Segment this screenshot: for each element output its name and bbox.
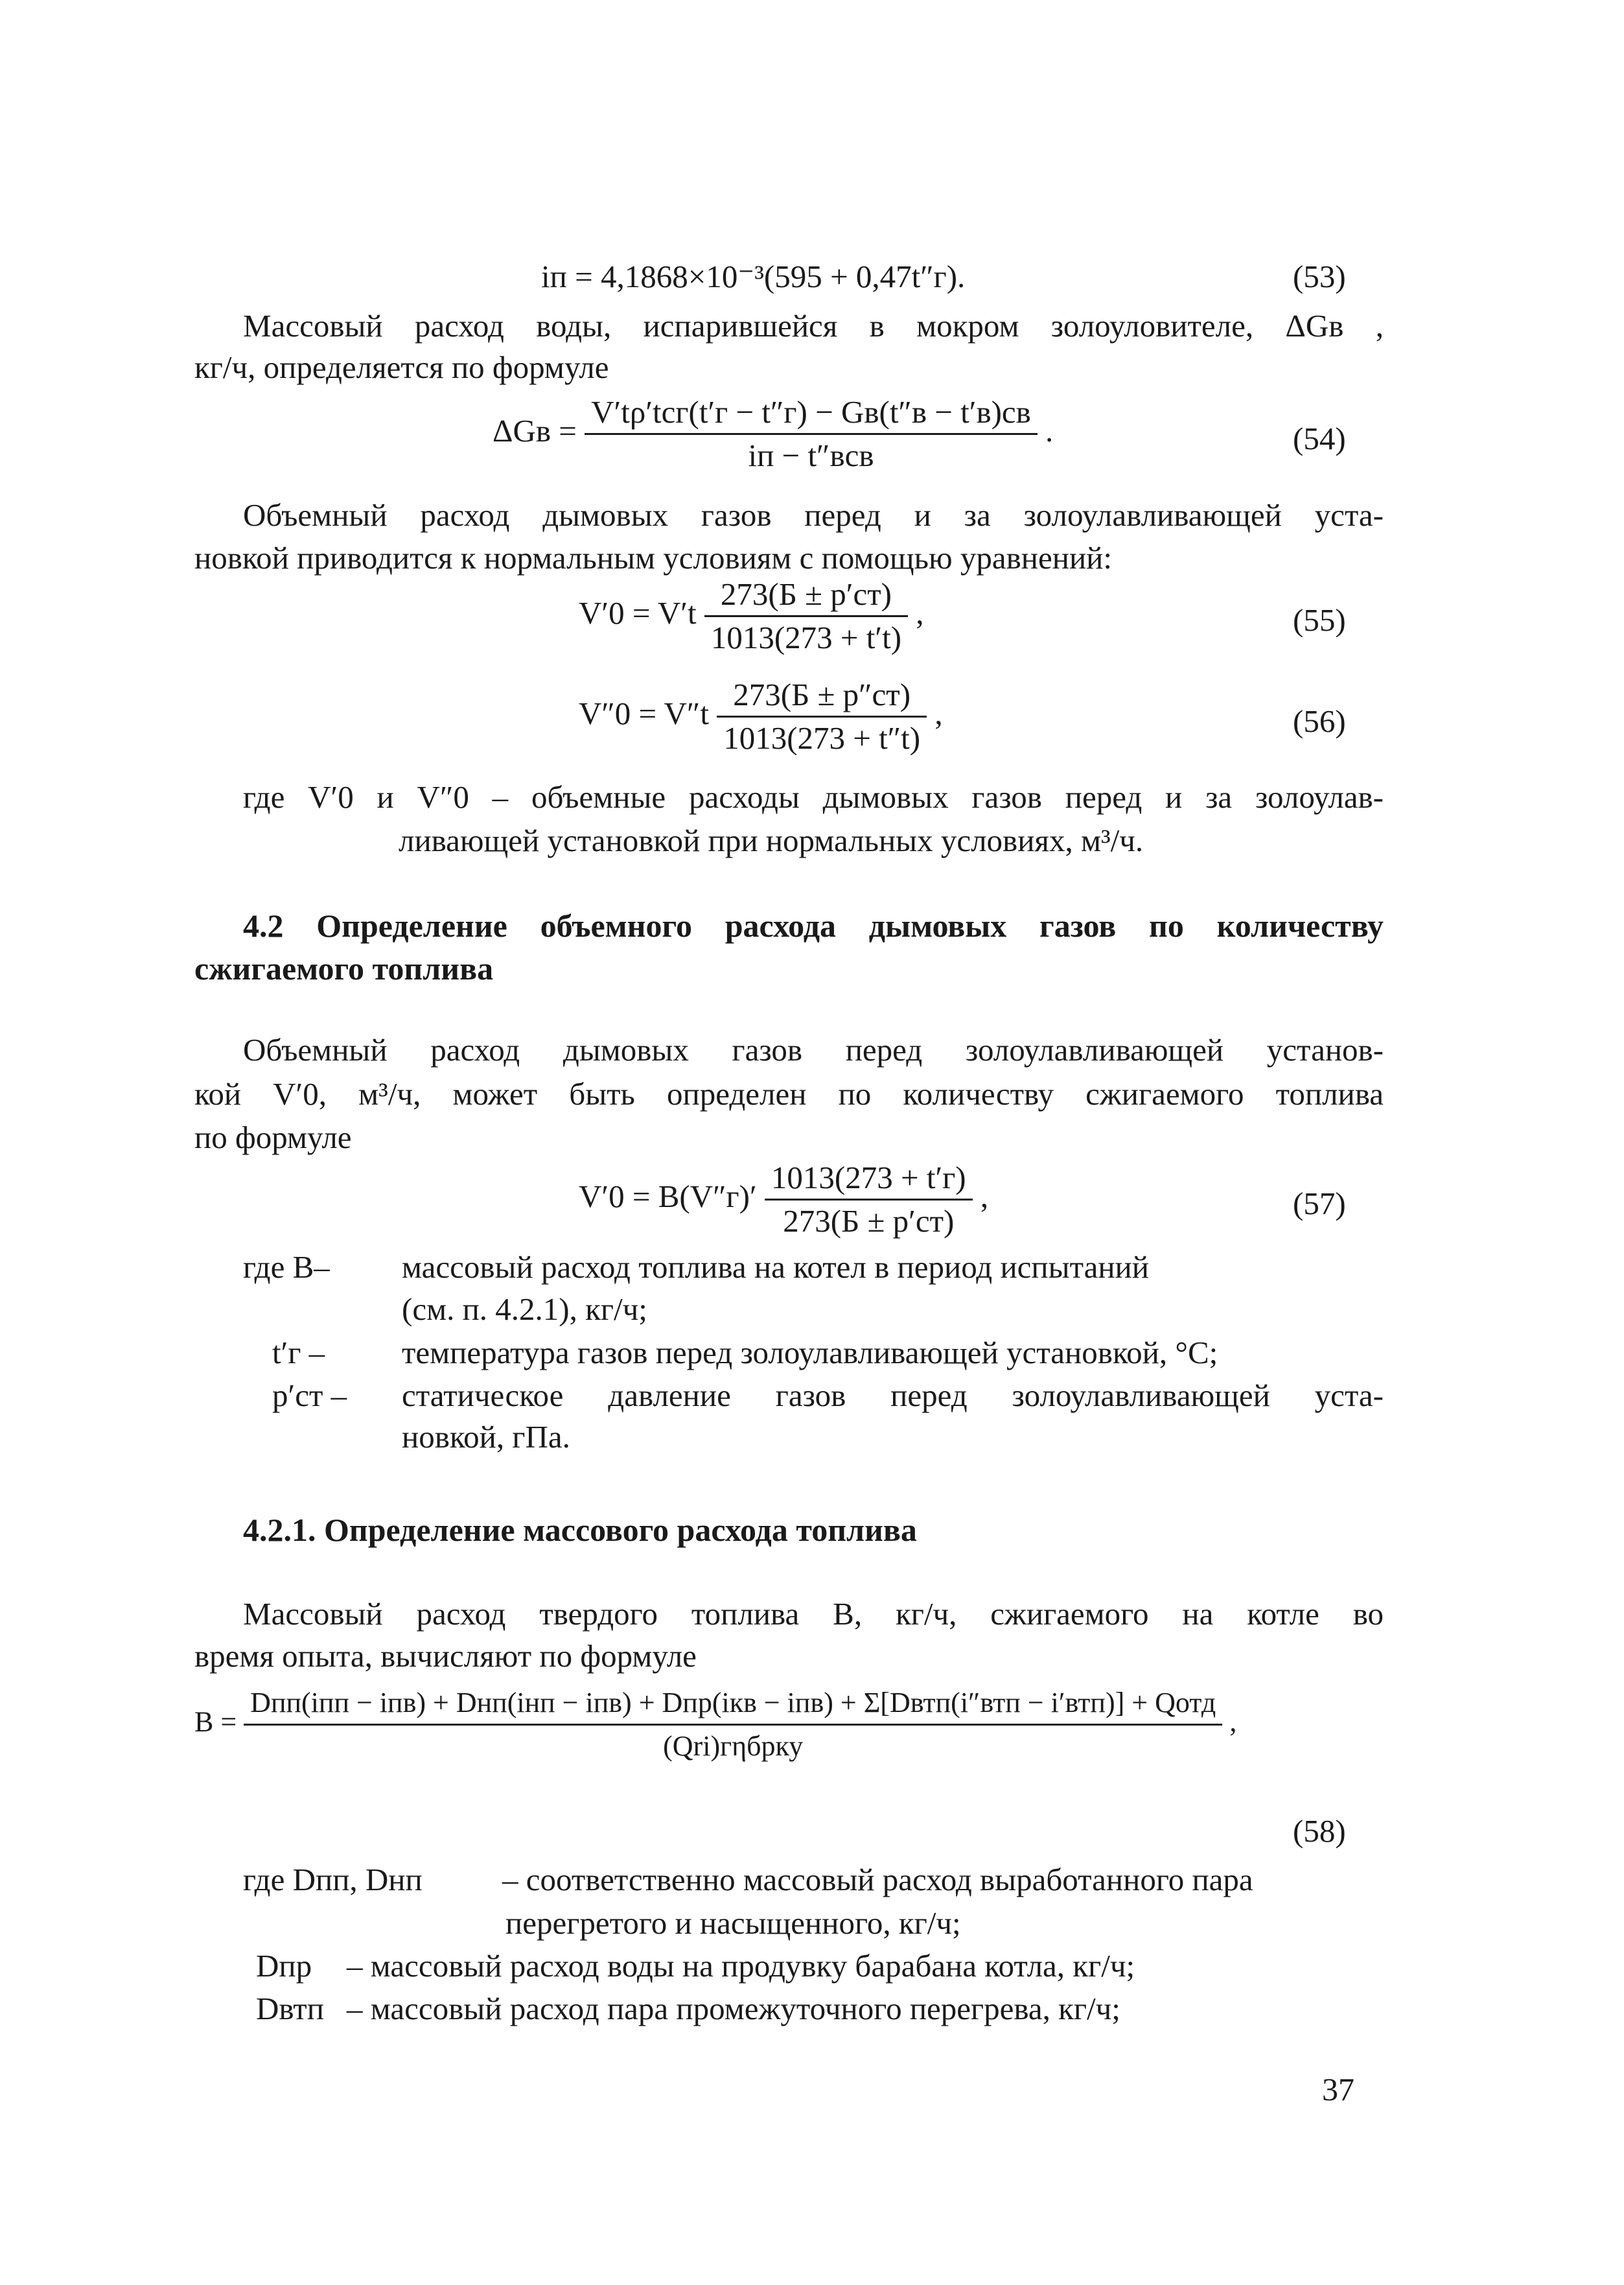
equation-tail: ,	[1229, 1705, 1237, 1738]
paragraph-line: кг/ч, определяется по формуле	[194, 349, 609, 385]
fraction	[765, 1157, 973, 1242]
definition-text: – массовый расход воды на продувку барабана котла, кг/ч;	[347, 1948, 1135, 1984]
fraction	[585, 392, 1038, 476]
definition-text: перегретого и насыщенного, кг/ч;	[505, 1905, 961, 1941]
equation-tail: ,	[980, 1178, 989, 1214]
equation-58	[194, 1682, 1236, 1767]
equation-tail: .	[1045, 412, 1054, 449]
fraction-numerator: 1013(273 + t′г)	[765, 1157, 973, 1201]
fraction	[704, 574, 908, 659]
fraction-numerator: 273(Б ± p″ст)	[717, 674, 927, 718]
definition-symbol: t′г –	[272, 1335, 325, 1370]
paragraph-line: ливающей установкой при нормальных условиях, м³/ч.	[399, 823, 1144, 858]
equation-number-54: (54)	[1293, 421, 1346, 456]
equation-number-55: (55)	[1293, 602, 1346, 638]
definition-symbol: где Dпп, Dнп	[243, 1862, 423, 1897]
fraction-denominator: iп − t″вcв	[748, 438, 874, 473]
equation-56	[579, 674, 943, 759]
equation-53: iп = 4,1868×10⁻³(595 + 0,47t″г).	[541, 259, 966, 294]
paragraph-line: новкой приводится к нормальным условиям с помощью уравнений:	[194, 540, 1112, 576]
fraction-numerator: Dпп(iпп − iпв) + Dнп(iнп − iпв) + Dпр(iкв − iпв) + Σ[Dвтп(i″втп − i′втп)] + Qотд	[244, 1682, 1222, 1726]
equation-57	[579, 1157, 988, 1242]
section-heading: 4.2 Определение объемного расхода дымовых газов по количеству	[243, 908, 1384, 944]
paragraph-line: кой V′0, м³/ч, может быть определен по количеству сжигаемого топлива	[194, 1076, 1384, 1112]
equation-number-58: (58)	[1293, 1813, 1346, 1849]
equation-lhs: V″0 = V″t	[579, 695, 709, 731]
fraction	[717, 674, 927, 759]
paragraph-line: Объемный расход дымовых газов перед и за золоулавливающей уста-	[243, 497, 1384, 533]
definition-text: статическое давление газов перед золоулавливающей уста-	[402, 1377, 1384, 1413]
section-heading: сжигаемого топлива	[194, 950, 494, 987]
definition-text: новкой, гПа.	[402, 1419, 570, 1455]
definition-text: массовый расход топлива на котел в период испытаний	[402, 1249, 1150, 1285]
equation-number-57: (57)	[1293, 1186, 1346, 1221]
definition-text: (см. п. 4.2.1), кг/ч;	[402, 1291, 647, 1327]
paragraph-line: по формуле	[194, 1119, 352, 1155]
equation-tail: ,	[934, 695, 943, 731]
equation-54	[493, 392, 1053, 476]
equation-lhs: B =	[194, 1705, 237, 1738]
equation-lhs: ΔGв =	[493, 412, 577, 449]
equation-tail: ,	[916, 594, 924, 631]
fraction-denominator: 1013(273 + t″t)	[723, 720, 921, 756]
paragraph-line: время опыта, вычисляют по формуле	[194, 1638, 697, 1674]
definition-text: – массовый расход пара промежуточного перегрева, кг/ч;	[347, 1991, 1120, 2026]
equation-lhs: V′0 = B(V″г)′	[579, 1178, 757, 1214]
fraction-denominator: 1013(273 + t′t)	[710, 620, 902, 655]
definition-symbol: Dпр	[256, 1948, 312, 1984]
section-heading: 4.2.1. Определение массового расхода топлива	[243, 1512, 917, 1548]
fraction-denominator: (Qri)гηбрку	[663, 1730, 804, 1762]
equation-number-56: (56)	[1293, 703, 1346, 739]
equation-number-53: (53)	[1293, 259, 1346, 294]
definition-symbol: где B–	[243, 1249, 330, 1285]
equation-55	[579, 574, 924, 659]
definition-text: – соответственно массовый расход выработанного пара	[502, 1862, 1253, 1897]
fraction-denominator: 273(Б ± p′ст)	[783, 1203, 955, 1239]
definition-symbol: Dвтп	[256, 1991, 324, 2026]
definition-symbol: p′ст –	[272, 1377, 347, 1413]
paragraph-line: Массовый расход воды, испарившейся в мокром золоуловителе, ΔGв ,	[243, 308, 1384, 344]
page-number: 37	[1322, 2071, 1354, 2107]
fraction-numerator: V′tρ′tcг(t′г − t″г) − Gв(t″в − t′в)cв	[585, 392, 1038, 435]
fraction-numerator: 273(Б ± p′ст)	[704, 574, 908, 617]
equation-lhs: V′0 = V′t	[579, 594, 697, 631]
definition-text: температура газов перед золоулавливающей установкой, °С;	[402, 1335, 1218, 1370]
fraction	[244, 1682, 1222, 1767]
paragraph-line: Объемный расход дымовых газов перед золоулавливающей установ-	[243, 1032, 1384, 1068]
paragraph-line: Массовый расход твердого топлива B, кг/ч, сжигаемого на котле во	[243, 1596, 1384, 1632]
paragraph-line: где V′0 и V″0 – объемные расходы дымовых газов перед и за золоулав-	[243, 779, 1384, 815]
